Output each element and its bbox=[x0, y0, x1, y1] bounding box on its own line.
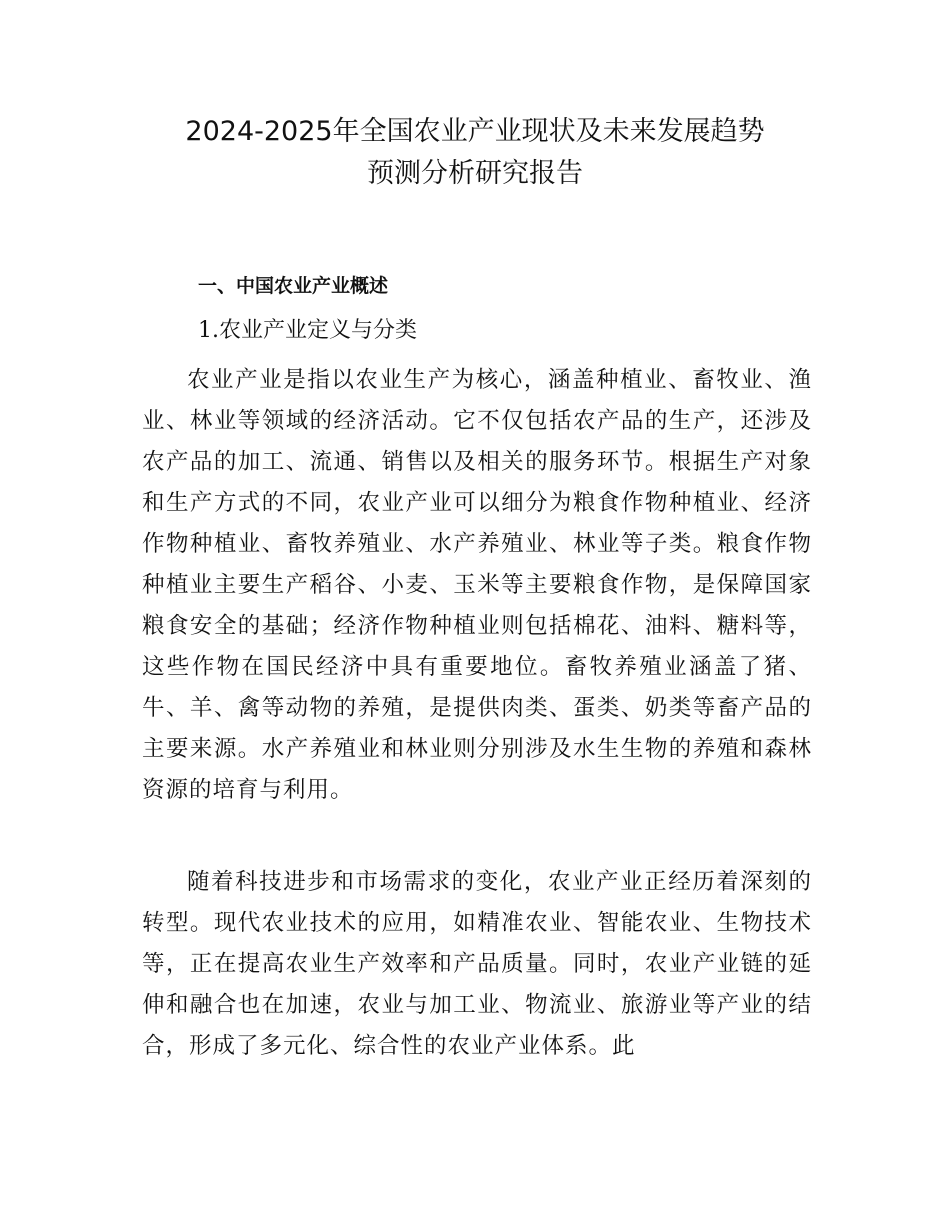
body-paragraph: 农业产业是指以农业生产为核心，涵盖种植业、畜牧业、渔业、林业等领域的经济活动。它不仅包括农产品的生产，还涉及农产品的加工、流通、销售以及相关的服务环节。根据生产对象和生产方式的不同，农业产业可以细分为粮食作物种植业、经济作物种植业、畜牧养殖业、水产养殖业、林业等子类。粮食作物种植业主要生产稻谷、小麦、玉米等主要粮食作物，是保障国家粮食安全的基础；经济作物种植业则包括棉花、油料、糖料等，这些作物在国民经济中具有重要地位。畜牧养殖业涵盖了猪、牛、羊、禽等动物的养殖，是提供肉类、蛋类、奶类等畜产品的主要来源。水产养殖业和林业则分别涉及水生生物的养殖和森林资源的培育与利用。 bbox=[142, 367, 812, 803]
document-title-line-2: 预测分析研究报告 bbox=[367, 158, 583, 189]
document-title-line-1: 2024-2025年全国农业产业现状及未来发展趋势 bbox=[185, 116, 765, 147]
section-heading: 一、中国农业产业概述 bbox=[198, 275, 389, 297]
subsection-heading: 1.农业产业定义与分类 bbox=[198, 318, 417, 343]
body-paragraph: 随着科技进步和市场需求的变化，农业产业正经历着深刻的转型。现代农业技术的应用，如精准农业、智能农业、生物技术等，正在提高农业生产效率和产品质量。同时，农业产业链的延伸和融合也在加速，农业与加工业、物流业、旅游业等产业的结合，形成了多元化、综合性的农业产业体系。此 bbox=[142, 869, 812, 1059]
